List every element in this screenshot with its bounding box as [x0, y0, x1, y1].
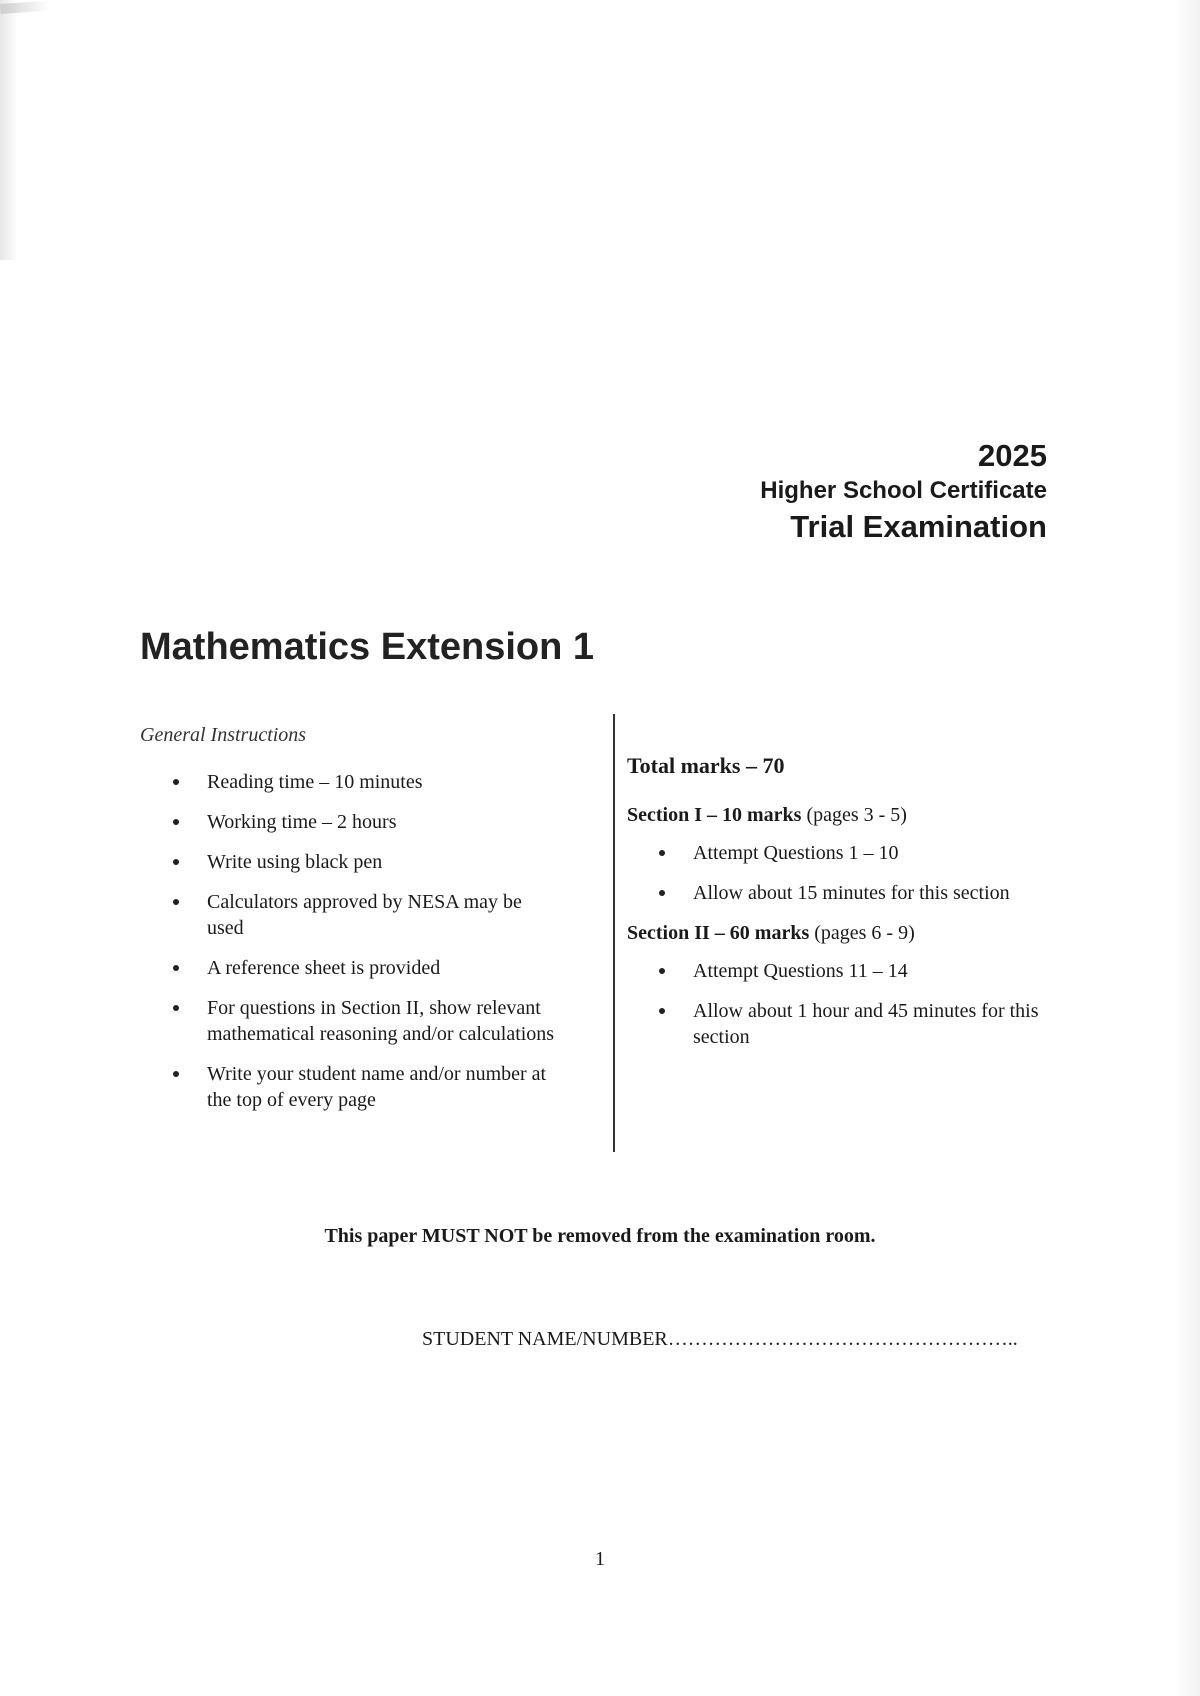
list-item: Write your student name and/or number at the top of every page: [207, 1061, 557, 1113]
exam-year: 2025: [978, 438, 1047, 473]
scan-shadow-right: [1174, 0, 1200, 1696]
exam-header: [760, 438, 1047, 546]
general-instructions: [140, 724, 580, 1127]
instructions-list: [140, 769, 580, 1113]
scan-shadow-edge: [0, 0, 18, 260]
section-1-heading: [627, 802, 1067, 828]
list-item: Calculators approved by NESA may be used: [207, 889, 547, 941]
marks-summary: [627, 752, 1067, 1064]
list-item: Allow about 15 minutes for this section: [693, 880, 1067, 906]
exam-type: Trial Examination: [790, 509, 1047, 544]
total-marks: Total marks – 70: [627, 753, 785, 778]
section-1-pages: (pages 3 - 5): [801, 804, 907, 826]
page-number: 1: [595, 1548, 605, 1570]
list-item: For questions in Section II, show relevant mathematical reasoning and/or calculations: [207, 995, 557, 1047]
removal-warning: This paper MUST NOT be removed from the examination room.: [324, 1225, 876, 1247]
section-2-heading: [627, 920, 1067, 946]
general-instructions-heading: General Instructions: [140, 724, 307, 746]
section-1-title: Section I – 10 marks: [627, 804, 802, 826]
column-divider: [613, 714, 615, 1152]
list-item: Working time – 2 hours: [207, 809, 580, 835]
list-item: Allow about 1 hour and 45 minutes for this section: [693, 998, 1043, 1050]
list-item: Reading time – 10 minutes: [207, 769, 580, 795]
section-2-pages: (pages 6 - 9): [809, 922, 915, 944]
list-item: A reference sheet is provided: [207, 955, 580, 981]
scan-shadow-corner: [0, 1, 49, 14]
section-2-list: [627, 958, 1067, 1050]
list-item: Attempt Questions 1 – 10: [693, 840, 1067, 866]
list-item: Attempt Questions 11 – 14: [693, 958, 1067, 984]
subject-title: Mathematics Extension 1: [140, 626, 595, 668]
list-item: Write using black pen: [207, 849, 580, 875]
section-2-title: Section II – 60 marks: [627, 922, 810, 944]
section-1-list: [627, 840, 1067, 906]
student-name-field: STUDENT NAME/NUMBER……………………………………………..: [422, 1328, 1018, 1350]
certificate-title: Higher School Certificate: [760, 477, 1047, 504]
